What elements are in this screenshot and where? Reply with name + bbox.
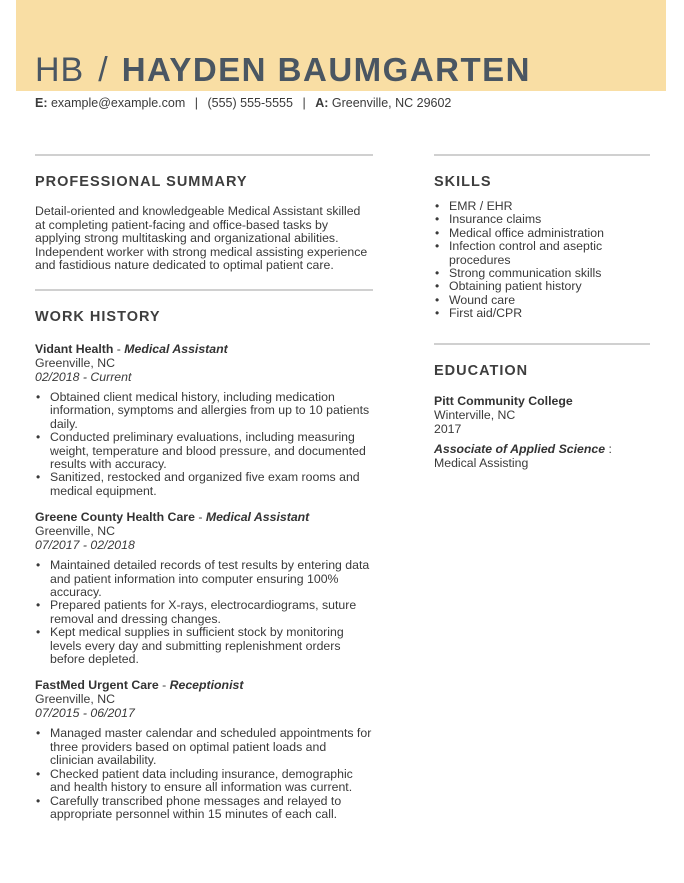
job-role: Receptionist <box>169 678 244 693</box>
job-location: Greenville, NC <box>35 692 115 707</box>
skill-item: • Infection control and aseptic procedures <box>434 240 650 267</box>
name-divider: / <box>98 50 108 89</box>
summary-heading: PROFESSIONAL SUMMARY <box>35 174 248 190</box>
job-entry <box>35 678 373 821</box>
initials: HB <box>35 50 85 89</box>
list-item: • Sanitized, restocked and organized five exam rooms and medical equipment. <box>35 471 373 498</box>
degree-line <box>434 442 650 456</box>
job-employer: Vidant Health <box>35 341 114 356</box>
skill-item: • First aid/CPR <box>434 307 650 320</box>
job-dates: 07/2015 - 06/2017 <box>35 706 135 721</box>
job-title-dash: - <box>194 510 206 525</box>
degree-name: Associate of Applied Science <box>434 441 606 456</box>
address-value: Greenville, NC 29602 <box>331 96 452 110</box>
email-value[interactable]: example@example.com <box>50 96 186 110</box>
job-title-dash: - <box>113 341 125 356</box>
job-location: Greenville, NC <box>35 355 115 370</box>
contact-separator: | <box>194 96 198 110</box>
education-heading: EDUCATION <box>434 362 529 379</box>
list-item: • Kept medical supplies in sufficient stock by monitoring levels every day and submitting replenishment orders before depleted. <box>35 626 373 666</box>
job-dates: 02/2018 - Current <box>35 369 132 384</box>
list-item: • Checked patient data including insurance, demographic and health history to ensure all information was current. <box>35 768 373 795</box>
job-entry <box>35 510 373 666</box>
full-name: HAYDEN BAUMGARTEN <box>121 51 531 88</box>
summary-text: Detail-oriented and knowledgeable Medical Assistant skilled at completing patient-facing and office-based tasks by applying strong multitasking and organizational abilities. Independent worker with strong medical assisting experience and fastidious nature dedicated to optimal patient care. <box>35 204 368 273</box>
section-divider <box>434 343 650 345</box>
right-column <box>434 154 650 470</box>
address-label: A: <box>315 96 329 110</box>
job-title-dash: - <box>158 678 170 693</box>
job-dates: 07/2017 - 02/2018 <box>35 538 135 553</box>
skill-item: • Strong communication skills <box>434 267 650 280</box>
list-item: • Maintained detailed records of test results by entering data and patient information into computer ensuring 100% accuracy. <box>35 559 373 599</box>
job-employer: FastMed Urgent Care <box>35 678 159 693</box>
job-title-line <box>35 342 373 356</box>
skills-heading: SKILLS <box>434 174 492 190</box>
contact-line <box>35 96 451 110</box>
contact-separator: | <box>302 96 306 110</box>
degree-field: Medical Assisting <box>434 455 529 470</box>
list-item: • Prepared patients for X-rays, electrocardiograms, suture removal and dressing changes. <box>35 599 373 626</box>
job-employer: Greene County Health Care <box>35 510 195 525</box>
skill-item: • Wound care <box>434 294 650 307</box>
skill-item: • Obtaining patient history <box>434 280 650 293</box>
name-line <box>35 50 531 90</box>
school-name: Pitt Community College <box>434 393 573 408</box>
graduation-year: 2017 <box>434 421 462 436</box>
job-bullets <box>35 559 373 666</box>
job-location: Greenville, NC <box>35 524 115 539</box>
job-bullets <box>35 727 373 821</box>
job-role: Medical Assistant <box>124 341 228 356</box>
list-item: • Managed master calendar and scheduled appointments for three providers based on optimal patient loads and clinician availability. <box>35 727 373 767</box>
phone-value[interactable]: (555) 555-5555 <box>207 96 293 110</box>
skill-item: • Medical office administration <box>434 227 650 240</box>
section-divider <box>434 154 650 156</box>
work-history-heading: WORK HISTORY <box>35 308 161 325</box>
education-entry <box>434 394 650 470</box>
job-title-line <box>35 510 373 524</box>
list-item: • Conducted preliminary evaluations, including measuring weight, temperature and blood pressure, and documented results with accuracy. <box>35 431 373 471</box>
job-role: Medical Assistant <box>205 510 310 525</box>
section-divider <box>35 154 373 156</box>
job-bullets <box>35 391 373 498</box>
list-item: • Obtained client medical history, including medication information, symptoms and allergies from up to 10 patients daily. <box>35 391 373 431</box>
job-title-line <box>35 678 373 692</box>
left-column <box>35 154 373 821</box>
job-entry <box>35 342 373 498</box>
list-item: • Carefully transcribed phone messages and relayed to appropriate personnel within 15 minutes of each call. <box>35 795 373 822</box>
degree-separator: : <box>605 441 612 456</box>
email-label: E: <box>35 96 48 110</box>
skills-list <box>434 200 650 321</box>
school-location: Winterville, NC <box>434 407 516 422</box>
skill-item: • Insurance claims <box>434 213 650 226</box>
skill-item: • EMR / EHR <box>434 200 650 213</box>
section-divider <box>35 289 373 291</box>
